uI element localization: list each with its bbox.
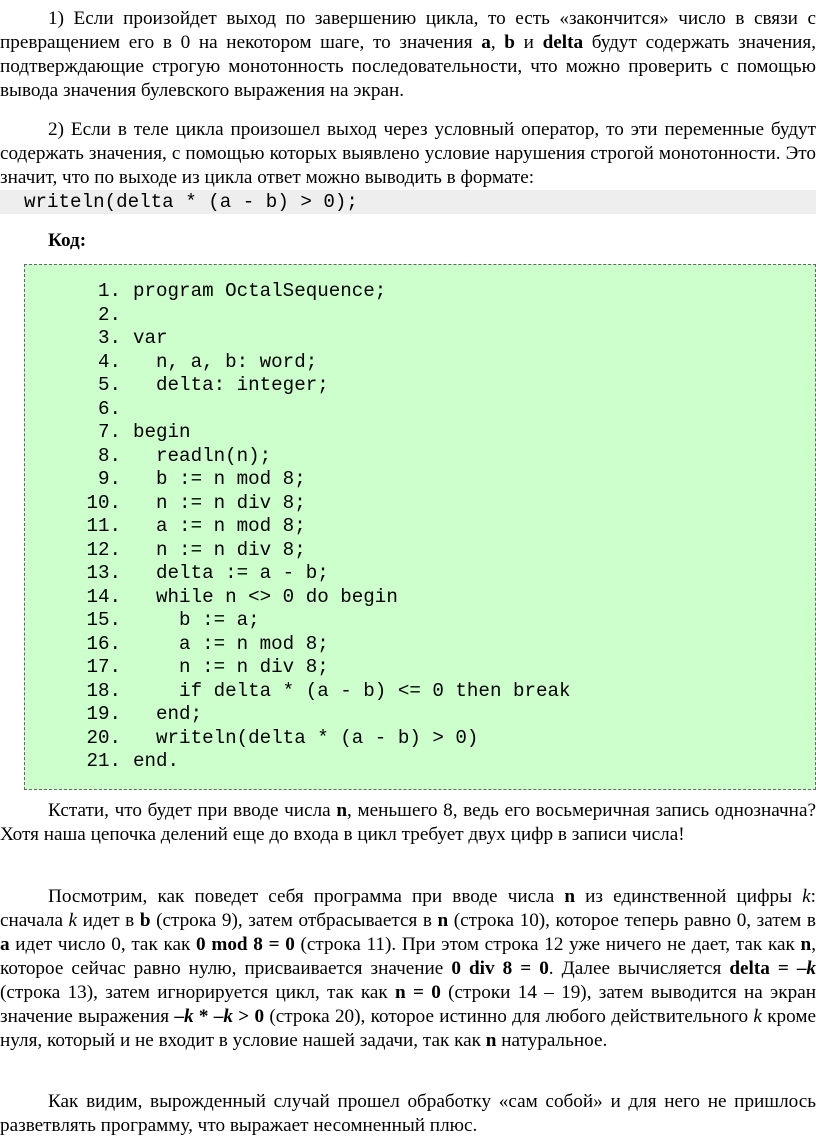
code-line-number: 11. — [86, 515, 121, 537]
bold-term: n — [564, 886, 576, 907]
code-line — [25, 421, 571, 445]
text-run: , — [490, 32, 505, 53]
code-line-number: 8. — [97, 444, 121, 467]
code-line-number: 2. — [97, 303, 121, 326]
paragraph-1 — [0, 7, 816, 103]
text-run: будут содержать значения, подтверждающие строгую монотонность последовательности, что можно проверить с помощью вывода значения булевского выражения на экран. — [0, 32, 816, 101]
code-line — [25, 703, 571, 727]
code-line-number: 13. — [86, 562, 121, 584]
code-line-text: n, a, b: word; — [133, 350, 318, 373]
code-line-text: n := n div 8; — [133, 538, 306, 561]
code-line-text: while n <> 0 do begin — [133, 585, 398, 608]
code-line-number: 17. — [86, 656, 121, 678]
code-line-number: 7. — [97, 421, 121, 443]
code-line-number: 20. — [86, 726, 121, 749]
code-line-text: a := n mod 8; — [133, 515, 306, 537]
code-line-text: b := a; — [133, 609, 260, 631]
code-line-number: 21. — [86, 750, 121, 772]
code-line — [25, 727, 571, 751]
text-run: кроме нуля, который и не входит в условие нашей задачи, так как — [0, 1006, 816, 1051]
text-run: , меньшего 8, ведь его восьмеричная запись однозначна? Хотя наша цепочка делений еще до входа в цикл требует двух цифр в записи числа! — [0, 800, 816, 845]
code-line — [25, 562, 571, 586]
text-run: Посмотрим, как поведет себя программа при вводе числа — [48, 886, 565, 907]
code-line-number: 14. — [86, 585, 121, 608]
bold-term: b — [139, 910, 151, 931]
code-line-number: 15. — [86, 609, 121, 631]
code-line — [25, 750, 571, 774]
bold-term: k — [183, 1006, 194, 1027]
code-line — [25, 492, 571, 516]
bold-term: > 0 — [232, 1006, 265, 1027]
inline-code-writeln: writeln(delta * (a - b) > 0); — [0, 190, 816, 214]
code-line-number: 1. — [97, 280, 121, 302]
code-line — [25, 351, 571, 375]
text-run: 2) Если в теле цикла произошел выход через условный оператор, то эти переменные будут содержать значения, с помощью которых выявлено условие нарушения строгой монотонности. Это значит, что по выходе из цикла ответ можно выводить в формате: — [0, 119, 816, 188]
bold-term: a — [0, 934, 10, 955]
code-line-text: n := n div 8; — [133, 491, 306, 514]
text-run: (строка 20), которое истинно для любого действительного — [264, 1006, 754, 1027]
bold-term: 0 div 8 = 0 — [451, 958, 549, 979]
text-run: : сначала — [0, 886, 816, 931]
bold-term: n — [437, 910, 449, 931]
code-block — [24, 264, 816, 790]
bold-term: n — [800, 934, 812, 955]
code-line-number: 12. — [86, 538, 121, 561]
text-run: (строка 9), затем отбрасывается в — [150, 910, 438, 931]
bold-term: k — [223, 1006, 233, 1027]
text-run: из единственной цифры — [575, 886, 803, 907]
code-lines — [25, 280, 571, 774]
paragraph-2 — [0, 118, 816, 190]
bold-term: k — [806, 958, 816, 979]
bold-term: n — [485, 1030, 497, 1051]
text-run: (строка 10), которое теперь равно 0, затем в — [448, 910, 816, 931]
code-line-number: 5. — [97, 374, 121, 396]
code-line — [25, 586, 571, 610]
code-line-number: 18. — [86, 679, 121, 702]
code-line-text: b := n mod 8; — [133, 468, 306, 490]
bold-term: n — [336, 800, 348, 821]
bold-term: a — [481, 32, 491, 53]
code-line-text: readln(n); — [133, 444, 272, 467]
bold-term: delta = – — [729, 958, 807, 979]
bold-term: * – — [193, 1006, 224, 1027]
bold-term: – — [174, 1006, 184, 1027]
code-line-number: 6. — [97, 397, 121, 420]
text-run: и — [514, 32, 543, 53]
paragraph-3 — [0, 799, 816, 847]
code-line — [25, 374, 571, 398]
code-line-text: program OctalSequence; — [133, 280, 387, 302]
code-line-text: end; — [133, 703, 203, 725]
italic-term: k — [753, 1006, 762, 1027]
code-line — [25, 680, 571, 704]
code-line-number: 10. — [86, 491, 121, 514]
code-line-number: 16. — [86, 632, 121, 655]
code-line-text: var — [133, 327, 168, 349]
bold-term: b — [504, 32, 515, 53]
text-run: Кстати, что будет при вводе числа — [48, 800, 337, 821]
paragraph-4 — [0, 885, 816, 1053]
code-line-text: begin — [133, 421, 191, 443]
text-run: идет число 0, так как — [9, 934, 197, 955]
code-line-text: writeln(delta * (a - b) > 0) — [133, 726, 479, 749]
code-line — [25, 609, 571, 633]
code-line — [25, 304, 571, 328]
code-line-number: 19. — [86, 703, 121, 725]
code-line-text: n := n div 8; — [133, 656, 329, 678]
code-line — [25, 280, 571, 304]
code-line-number: 4. — [97, 350, 121, 373]
code-line — [25, 327, 571, 351]
italic-term: k — [68, 910, 78, 931]
text-run: натуральное. — [496, 1030, 608, 1051]
italic-term: k — [802, 886, 811, 907]
text-run: . Далее вычисляется — [548, 958, 730, 979]
code-line — [25, 515, 571, 539]
code-line-text: if delta * (a - b) <= 0 then break — [133, 679, 571, 702]
text-run: 1) Если произойдет выход по завершению цикла, то есть «закончится» число в связи с превращением его в 0 на некотором шаге, то значения — [0, 8, 816, 53]
code-line — [25, 445, 571, 469]
code-line — [25, 633, 571, 657]
text-run: (строка 11). При этом строка 12 уже ничего не дает, так как — [294, 934, 801, 955]
code-line — [25, 398, 571, 422]
code-line-text: a := n mod 8; — [133, 632, 329, 655]
text-run: (строка 13), затем игнорируется цикл, так как — [0, 982, 395, 1003]
bold-term: 0 mod 8 = 0 — [196, 934, 295, 955]
bold-term: n = 0 — [395, 982, 441, 1003]
code-heading: Код: — [48, 230, 87, 251]
text-run: идет в — [77, 910, 140, 931]
code-line-text: delta: integer; — [133, 374, 329, 396]
bold-term: delta — [542, 32, 584, 53]
code-line-number: 9. — [97, 468, 121, 490]
text-run: Как видим, вырожденный случай прошел обработку «сам собой» и для него не пришлось разветвлять программу, что выражает несомненный плюс. — [0, 1091, 816, 1136]
text-run: , которое сейчас равно нулю, присваивается значение — [0, 934, 816, 979]
code-line-text: delta := a - b; — [133, 562, 329, 584]
text-run: (строки 14 – 19), затем выводится на экран значение выражения — [0, 982, 816, 1027]
code-line — [25, 468, 571, 492]
code-line-text: end. — [133, 750, 180, 772]
code-line — [25, 539, 571, 563]
paragraph-5 — [0, 1090, 816, 1138]
code-line-number: 3. — [97, 327, 121, 349]
code-line — [25, 656, 571, 680]
